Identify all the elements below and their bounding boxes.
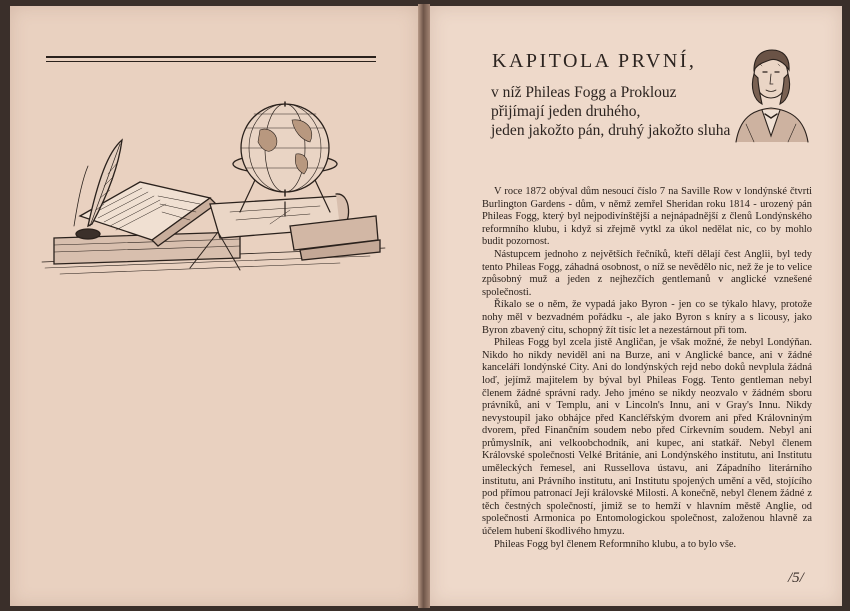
book-gutter: [418, 4, 430, 608]
paragraph: Nástupcem jednoho z největších řečníků, kteří dělají čest Anglii, byl tedy tento Phileas Fogg, záhadná osobnost, o níž se nevědělo nic, než že je to velice způsobný muž a jeden z nejhezčích gentlemanů v anglické vznešené společnosti.: [482, 248, 812, 298]
paragraph: Phileas Fogg byl členem Reformního klubu, a to bylo vše.: [494, 538, 737, 550]
chapter-body: [482, 186, 812, 551]
globe-books-quill-illustration-icon: [40, 100, 390, 290]
chapter-subtitle: [491, 83, 741, 140]
paragraph: Říkalo se o něm, že vypadá jako Byron - jen co se týkalo hlavy, protože nohy měl v bezvadném pořádku -, ale jako Byron s kníry a s licousy, jako Byron zbavený citu, schopný žít tisíc let a nezestárnout při tom.: [482, 299, 812, 336]
phileas-fogg-portrait-icon: [732, 44, 810, 144]
subtitle-line: jeden jakožto pán, druhý jakožto sluha: [491, 122, 731, 139]
page-number: /5/: [788, 570, 804, 586]
paragraph: V roce 1872 obýval dům nesoucí číslo 7 na Saville Row v londýnské čtvrti Burlington Gardens - dům, v němž zemřel Sheridan roku 1814 - urozený pán Phileas Fogg, který byl nejpodivínštější a nejnápadnější z členů Londýnského reformního klubu, i když si zřejmě vytkl za úkol nedělat nic, co by mohlo budit pozornost.: [482, 186, 812, 248]
chapter-title: KAPITOLA PRVNÍ,: [492, 50, 697, 72]
subtitle-line: v níž Phileas Fogg a Proklouz: [491, 84, 677, 101]
left-page: [10, 6, 418, 606]
decorative-rule: [46, 56, 376, 62]
paragraph: Phileas Fogg byl zcela jistě Angličan, je však možné, že nebyl Londýňan. Nikdo ho nikdy neviděl ani na Burze, ani v Anglické bance, ani v žádné kanceláři londýnské City. Ani do londýnských rejd nebo doků nevplula žádná loď, jejímž majitelem by býval byl Phileas Fogg. Tento gentleman nebyl členem žádné správní rady. Jeho jméno se nikdy neozvalo v žádném sboru právníků, ani v Templu, ani v Lincoln's Innu, ani v Gray's Innu. Nikdy nevystoupil jako obhájce před Kancléřským dvorem ani před Královniným dvorem, před Finančním soudem nebo před Církevním soudem. Nebyl ani průmyslník, ani velkoobchodník, ani kupec, ani statkář. Nebyl členem Královské společnosti Velké Británie, ani Londýnského institutu, ani Institutu uměleckých řemesel, ani Russellova ústavu, ani Západního literárního institutu, ani Právního institutu, ani Institutu spojených umění a věd, stojícího pod přímou patronací Její královské Milosti. A konečně, nebyl členem žádné z těch čestných společností, jimiž se to hemží v hlavním městě Anglie, od společnosti Armonica po Entomologickou společnost, založenou hlavně za účelem hubení škodlivého hmyzu.: [482, 337, 812, 538]
subtitle-line: přijímají jeden druhého,: [491, 103, 641, 120]
